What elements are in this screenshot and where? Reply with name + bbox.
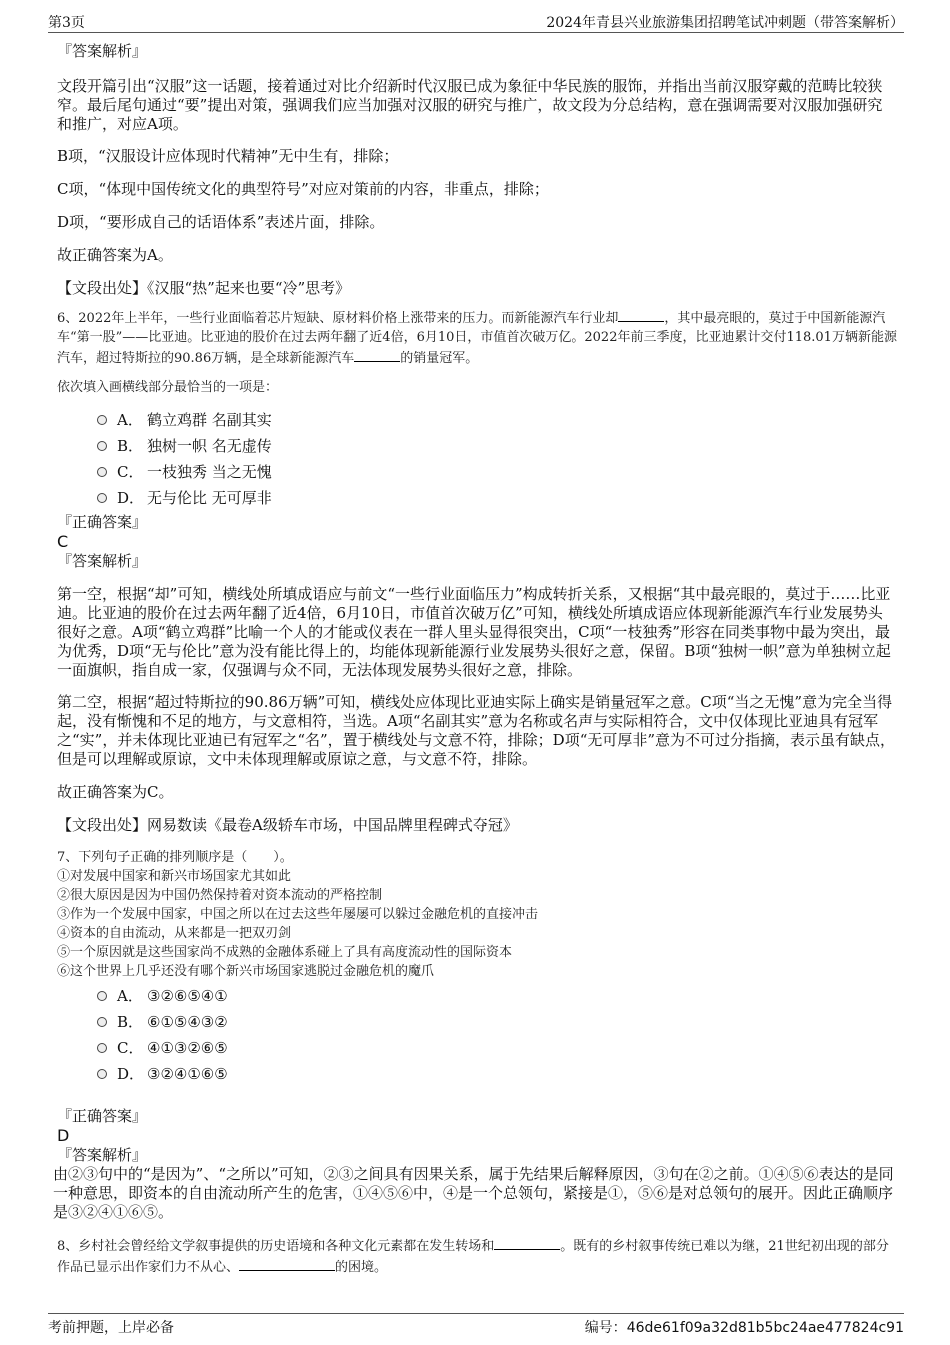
q6-blank-2 [354,347,400,362]
q6-analysis-p1: 第一空，根据“却”可知，横线处所填成语应与前文“一些行业面临压力”构成转折关系，又根据“其中最亮眼的，莫过于……比亚迪。比亚迪的股价在过去两年翻了近4倍，6月10日，市值首次破万亿”可知，横线处所填成语应体现新能源汽车行业发展势头很好之意。A项“鹤立鸡群”比喻一个人的才能或仪表在一群人里头显得很突出，C项“一枝独秀”形容在同类事物中最为突出，最为优秀，D项“无与伦比”意为没有能比得上的，均能体现新能源行业发展势头很好之意，保留。B项“独树一帜”意为单独树立起一面旗帜，指自成一家，仅强调与众不同，无法体现发展势头很好之意，排除。 [57,585,891,679]
radio-icon[interactable] [97,991,107,1001]
q6-correct-label: 『正确答案』 [57,513,148,531]
q6-blank-1 [618,307,664,322]
q6-analysis-label: 『答案解析』 [57,552,148,570]
q7-correct-label: 『正确答案』 [57,1107,148,1125]
q5-analysis-b: B项，“汉服设计应体现时代精神”无中生有，排除； [57,147,399,165]
radio-icon[interactable] [97,467,107,477]
radio-icon[interactable] [97,1043,107,1053]
q5-source: 【文段出处】《汉服“热”起来也要“冷”思考》 [57,279,351,297]
q6-correct-answer: C [57,532,69,551]
q7-option-b[interactable]: B． ⑥①⑤④③② [97,1009,897,1035]
q7-analysis-label: 『答案解析』 [57,1146,148,1164]
q7-sentence: ②很大原因是因为中国仍然保持着对资本流动的严格控制 [57,888,383,903]
page-footer [48,1313,904,1338]
document-body [53,42,897,1277]
q6-option-d[interactable]: D． 无与伦比 无可厚非 [97,485,897,511]
page-header [48,8,904,33]
q8-blank-1 [494,1235,560,1250]
q6-options [97,407,897,511]
radio-icon[interactable] [97,415,107,425]
radio-icon[interactable] [97,441,107,451]
q6-option-c[interactable]: C． 一枝独秀 当之无愧 [97,459,897,485]
q7-analysis: 由②③句中的“是因为”、“之所以”可知，②③之间具有因果关系，属于先结果后解释原因，③句在②之前。①④⑤⑥表达的是同一种意思，即资本的自由流动所产生的危害，①④⑤⑥中，④是一个总领句，紧接是①，⑤⑥是对总领句的展开。因此正确顺序是③②④①⑥⑤。 [53,1165,894,1221]
q6-conclusion: 故正确答案为C。 [57,783,174,801]
q6-option-b[interactable]: B． 独树一帜 名无虚传 [97,433,897,459]
q6-stem: 6、2022年上半年，一些行业面临着芯片短缺、原材料价格上涨带来的压力。而新能源汽车行业却 ，其中最亮眼的，莫过于中国新能源汽车“第一股”——比亚迪。比亚迪的股价在过去两年翻了近4倍，6月10日，市值首次破万亿。2022年前三季度，比亚迪累计交付118.01万辆新能源汽车，超过特斯拉的90.86万辆，是全球新能源汽车 的销量冠军。 [57,307,897,368]
q5-analysis-c: C项，“体现中国传统文化的典型符号”对应对策前的内容，非重点，排除； [57,180,549,198]
q7-sentence: ⑤一个原因就是这些国家尚不成熟的金融体系碰上了具有高度流动性的国际资本 [57,945,513,960]
q8-stem: 8、乡村社会曾经给文学叙事提供的历史语境和各种文化元素都在发生转场和 。既有的乡村叙事传统已难以为继，21世纪初出现的部分作品已显示出作家们力不从心、 的困境。 [57,1235,897,1277]
q7-sentence: ③作为一个发展中国家，中国之所以在过去这些年屡屡可以躲过金融危机的直接冲击 [57,907,539,922]
q7-sentence: ⑥这个世界上几乎还没有哪个新兴市场国家逃脱过金融危机的魔爪 [57,964,435,979]
q7-option-d[interactable]: D． ③②④①⑥⑤ [97,1061,897,1087]
radio-icon[interactable] [97,1069,107,1079]
q7-options [97,983,897,1087]
q5-conclusion: 故正确答案为A。 [57,246,173,264]
q7-option-c[interactable]: C． ④①③②⑥⑤ [97,1035,897,1061]
q7-sentence: ①对发展中国家和新兴市场国家尤其如此 [57,869,292,884]
q6-source: 【文段出处】网易数读《最卷A级轿车市场，中国品牌里程碑式夺冠》 [57,816,518,834]
q7-stem: 7、下列句子正确的排列顺序是（ ）。 [57,850,293,865]
document-title: 2024年青县兴业旅游集团招聘笔试冲刺题（带答案解析） [546,15,904,31]
document-code: 编号：46de61f09a32d81b5bc24ae477824c91 [584,1320,904,1336]
page-number: 第3页 [48,15,85,31]
q7-correct-answer: D [57,1126,70,1145]
q5-analysis-p1: 文段开篇引出“汉服”这一话题，接着通过对比介绍新时代汉服已成为象征中华民族的服饰，并指出当前汉服穿戴的范畴比较狭窄。最后尾句通过“要”提出对策，强调我们应当加强对汉服的研究与推广，故文段为分总结构，意在强调需要对汉服加强研究和推广，对应A项。 [57,77,883,133]
q6-option-a[interactable]: A． 鹤立鸡群 名副其实 [97,407,897,433]
footer-slogan: 考前押题，上岸必备 [48,1320,174,1336]
q8-blank-2 [239,1256,335,1271]
q6-analysis-p2: 第二空，根据“超过特斯拉的90.86万辆”可知，横线处应体现比亚迪实际上确实是销量冠军之意。C项“当之无愧”意为完全当得起，没有惭愧和不足的地方，与文意相符，当选。A项“名副其实”意为名称或名声与实际相符合，文中仅体现比亚迪具有冠军之“实”，并未体现比亚迪已有冠军之“名”，置于横线处与文意不符，排除；D项“无可厚非”意为不可过分指摘，表示虽有缺点，但是可以理解或原谅，文中未体现理解或原谅之意，与文意不符，排除。 [57,693,896,768]
radio-icon[interactable] [97,493,107,503]
q7-option-a[interactable]: A． ③②⑥⑤④① [97,983,897,1009]
q5-analysis-d: D项，“要形成自己的话语体系”表述片面，排除。 [57,213,385,231]
radio-icon[interactable] [97,1017,107,1027]
q6-prompt: 依次填入画横线部分最恰当的一项是： [57,380,279,395]
q5-analysis-label: 『答案解析』 [57,42,148,60]
q7-sentence: ④资本的自由流动，从来都是一把双刃剑 [57,926,292,941]
